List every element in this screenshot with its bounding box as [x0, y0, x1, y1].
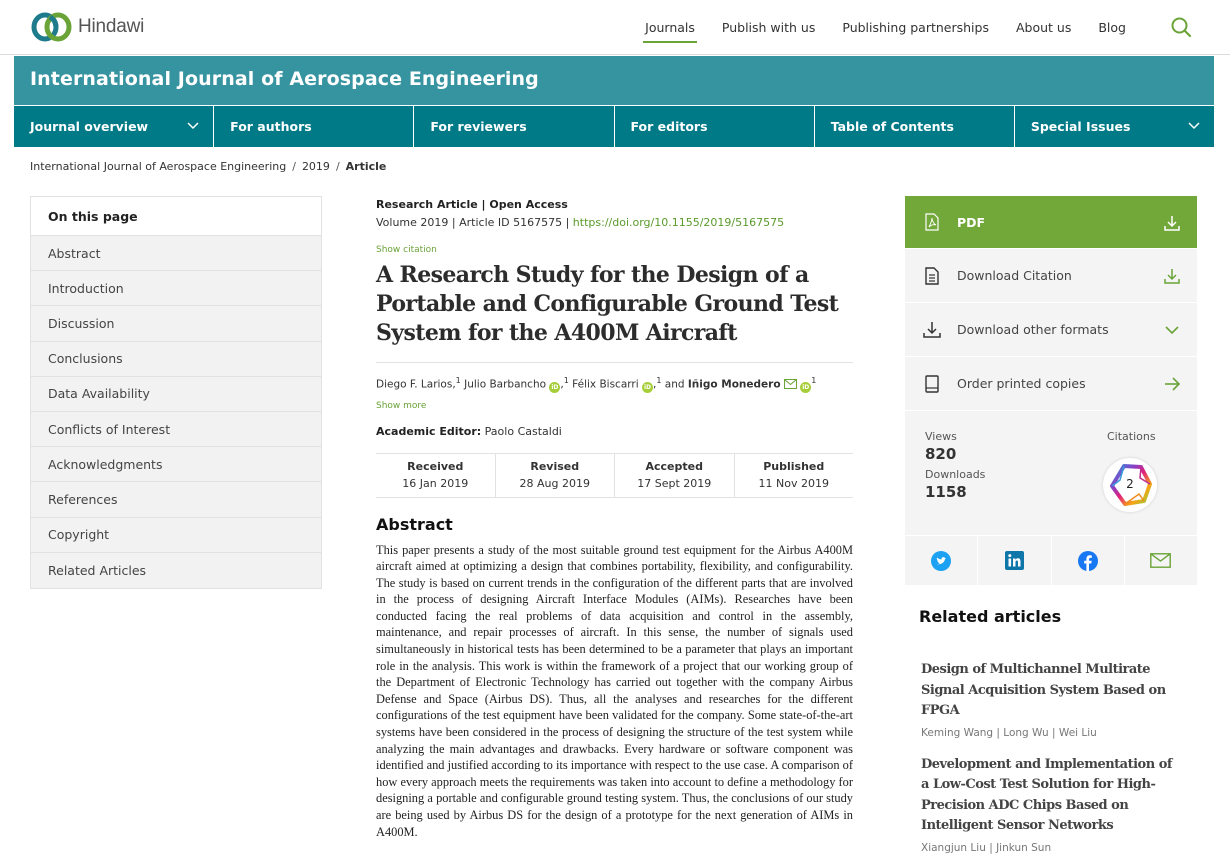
- comma: ,: [560, 378, 564, 391]
- related-article-title[interactable]: Design of Multichannel Multirate Signal Acquisition System Based on FPGA: [921, 662, 1166, 718]
- author-name[interactable]: Diego F. Larios,: [376, 378, 456, 391]
- dimensions-citation-badge[interactable]: [1103, 458, 1157, 512]
- date-published: [735, 454, 854, 497]
- nav-publishing-partnerships[interactable]: Publishing partnerships: [842, 20, 989, 35]
- date-value: 11 Nov 2019: [758, 476, 829, 490]
- date-value: 16 Jan 2019: [402, 476, 469, 490]
- journal-nav-label: For editors: [630, 119, 708, 134]
- affiliation-sup: 1: [455, 376, 461, 385]
- nav-journals[interactable]: Journals: [645, 12, 695, 43]
- downloads-count: 1158: [925, 483, 967, 501]
- article-meta: [376, 216, 853, 229]
- pdf-icon: [923, 213, 941, 231]
- journal-nav-table-of-contents[interactable]: [815, 106, 1015, 147]
- affiliation-sup: 1: [811, 376, 817, 385]
- divider: [376, 362, 853, 363]
- author-name[interactable]: Iñigo Monedero: [687, 378, 781, 391]
- journal-nav: [14, 106, 1214, 147]
- orcid-icon[interactable]: iD: [551, 383, 559, 391]
- journal-nav-for-reviewers[interactable]: [414, 106, 614, 147]
- author-list: [376, 373, 853, 393]
- journal-nav-special-issues[interactable]: [1015, 106, 1214, 147]
- related-article: [921, 660, 1181, 739]
- date-label: Accepted: [645, 459, 703, 473]
- journal-title[interactable]: International Journal of Aerospace Engineering: [30, 68, 539, 90]
- article-main: [376, 196, 853, 840]
- date-label: Received: [407, 459, 464, 473]
- toc-item-abstract[interactable]: Abstract: [31, 236, 321, 271]
- document-icon: [923, 267, 941, 285]
- share-bar: [905, 535, 1197, 585]
- orcid-icon[interactable]: iD: [802, 383, 810, 391]
- views-count: 820: [925, 445, 957, 463]
- journal-nav-label: Special Issues: [1030, 119, 1131, 134]
- related-article-title[interactable]: Development and Implementation of a Low-Cost Test Solution for High-Precision ADC Chips Based on Intelligent Sensor Networks: [921, 756, 1172, 833]
- show-citation-link[interactable]: Show citation: [376, 245, 437, 255]
- toc-item-acknowledgments[interactable]: Acknowledgments: [31, 447, 321, 482]
- date-received: [376, 454, 496, 497]
- search-button[interactable]: [1170, 16, 1192, 38]
- toc-item-conflicts-of-interest[interactable]: Conflicts of Interest: [31, 412, 321, 447]
- breadcrumb-journal[interactable]: International Journal of Aerospace Engineering: [30, 160, 287, 173]
- breadcrumb-separator: /: [292, 160, 296, 173]
- toc-item-copyright[interactable]: Copyright: [31, 518, 321, 553]
- abstract-heading: Abstract: [376, 514, 453, 534]
- related-articles-heading: Related articles: [919, 607, 1062, 626]
- comma: ,: [652, 378, 657, 391]
- share-linkedin-button[interactable]: [978, 536, 1051, 585]
- logo-text: Hindawi: [78, 16, 145, 37]
- chevron-down-icon: [1188, 119, 1200, 131]
- hindawi-logo-icon: [30, 11, 74, 43]
- toc-item-conclusions[interactable]: Conclusions: [31, 342, 321, 377]
- hindawi-logo[interactable]: [30, 11, 144, 43]
- breadcrumb-current: Article: [345, 160, 387, 173]
- on-this-page-toc: [30, 196, 322, 589]
- download-icon: [1163, 214, 1181, 232]
- related-article-authors: Keming Wang | Long Wu | Wei Liu: [921, 726, 1097, 739]
- nav-blog[interactable]: Blog: [1098, 20, 1126, 35]
- related-article-authors: Xiangjun Liu | Jinkun Sun: [921, 841, 1052, 854]
- arrow-right-icon: [1163, 375, 1181, 393]
- order-printed-copies-button[interactable]: [905, 357, 1197, 411]
- toc-item-data-availability[interactable]: Data Availability: [31, 377, 321, 412]
- article-type: Research Article | Open Access: [376, 198, 568, 211]
- journal-banner: [14, 56, 1214, 105]
- doi-link[interactable]: https://doi.org/10.1155/2019/5167575: [572, 216, 785, 229]
- abstract-text: This paper presents a study of the most suitable ground test equipment for the Airbus A400M aircraft aimed at optimizing a design that combines portability, flexibility, and configurability. The study is based on current trends in the configuration of the different parts that are involved in the process of designing Aircraft Interface Modules (AIMs). Researches have been conducted facing the real problems of data acquisition and control in the assembly, maintenance, and repair processes of aircraft. In this sense, the number of signals used simultaneously in historical tests has been determined to be a parameter that plays an important role in the analysis. This work is within the framework of a project that our working group of the Department of Electronic Technology has carried out together with the company Airbus Defense and Space (Airbus DS). Thus, all the analyses and researches for the different configurations of the test equipment have been validated for the company. Some state-of-the-art systems have been considered in the process of designing the structure of the test system while analyzing the main advantages and drawbacks. Every hardware or software component was identified and justified according to its importance with respect to the use case. A comparison of how every approach meets the requirements was taken into account to define a methodology for designing a portable and configurable ground testing system. Thus, the conclusions of our study are being used by Airbus DS for the design of a prototype for the next generation of AIMs in A400M.: [376, 542, 853, 839]
- chevron-down-icon: [187, 119, 199, 131]
- affiliation-sup: 1: [656, 376, 662, 385]
- download-icon: [1163, 267, 1181, 285]
- nav-publish-with-us[interactable]: Publish with us: [721, 20, 816, 35]
- toc-heading: On this page: [31, 197, 321, 236]
- search-icon: [1170, 16, 1192, 38]
- chevron-down-icon: [1163, 321, 1181, 339]
- order-printed-copies-label: Order printed copies: [957, 376, 1086, 391]
- journal-nav-label: For authors: [230, 119, 312, 134]
- article-title: A Research Study for the Design of a Portable and Configurable Ground Test System for the A400M Aircraft: [376, 262, 839, 346]
- journal-nav-label: For reviewers: [430, 119, 527, 134]
- download-other-formats-button[interactable]: [905, 303, 1197, 357]
- breadcrumb-separator: /: [335, 160, 340, 173]
- journal-nav-for-editors[interactable]: [615, 106, 815, 147]
- breadcrumb: [30, 160, 386, 173]
- journal-nav-label: Journal overview: [30, 119, 149, 134]
- pdf-label: PDF: [957, 214, 986, 230]
- affiliation-sup: 1: [563, 376, 569, 385]
- linkedin-icon: [1005, 551, 1024, 570]
- citations-label: Citations: [1107, 430, 1156, 443]
- article-sidebar: [905, 196, 1197, 854]
- twitter-icon: [931, 551, 951, 571]
- toc-item-discussion[interactable]: Discussion: [31, 306, 321, 341]
- views-label: Views: [925, 430, 957, 443]
- download-citation-button[interactable]: [905, 249, 1197, 303]
- pdf-button[interactable]: [905, 196, 1197, 249]
- orcid-icon[interactable]: iD: [643, 383, 651, 391]
- date-value: 17 Sept 2019: [637, 476, 712, 490]
- nav-about-us[interactable]: About us: [1015, 20, 1072, 35]
- book-icon: [923, 375, 941, 393]
- site-header: [0, 0, 1230, 55]
- mail-icon[interactable]: [784, 379, 797, 389]
- date-label: Revised: [530, 459, 580, 473]
- share-facebook-button[interactable]: [1052, 536, 1125, 585]
- breadcrumb-year[interactable]: 2019: [301, 160, 330, 173]
- facebook-icon: [1078, 551, 1098, 571]
- article-dates: [376, 453, 853, 498]
- share-twitter-button[interactable]: [905, 536, 978, 585]
- date-accepted: [615, 454, 735, 497]
- journal-nav-for-authors[interactable]: [214, 106, 414, 147]
- journal-nav-label: Table of Contents: [830, 119, 954, 134]
- download-icon: [923, 321, 941, 339]
- author-name[interactable]: Félix Biscarri: [572, 378, 639, 391]
- date-label: Published: [763, 459, 825, 473]
- journal-nav-overview[interactable]: [14, 106, 214, 147]
- date-revised: [496, 454, 616, 497]
- toc-item-related-articles[interactable]: Related Articles: [31, 553, 321, 588]
- share-email-button[interactable]: [1125, 536, 1197, 585]
- and-text: and: [664, 378, 685, 391]
- top-nav: [618, 0, 1126, 55]
- academic-editor: [376, 425, 853, 438]
- citations-count: 2: [1126, 477, 1134, 491]
- toc-item-introduction[interactable]: Introduction: [31, 271, 321, 306]
- downloads-label: Downloads: [925, 468, 986, 481]
- editor-name: Paolo Castaldi: [484, 424, 562, 438]
- download-citation-label: Download Citation: [957, 268, 1072, 283]
- volume-info: Volume 2019 | Article ID 5167575 |: [376, 216, 573, 229]
- email-icon: [1150, 553, 1171, 568]
- date-value: 28 Aug 2019: [519, 476, 590, 490]
- toc-item-references[interactable]: References: [31, 482, 321, 517]
- download-other-formats-label: Download other formats: [957, 322, 1109, 337]
- author-name[interactable]: Julio Barbancho: [464, 378, 547, 391]
- related-article: [921, 755, 1181, 854]
- show-more-link[interactable]: Show more: [376, 400, 427, 411]
- editor-label: Academic Editor:: [376, 424, 482, 438]
